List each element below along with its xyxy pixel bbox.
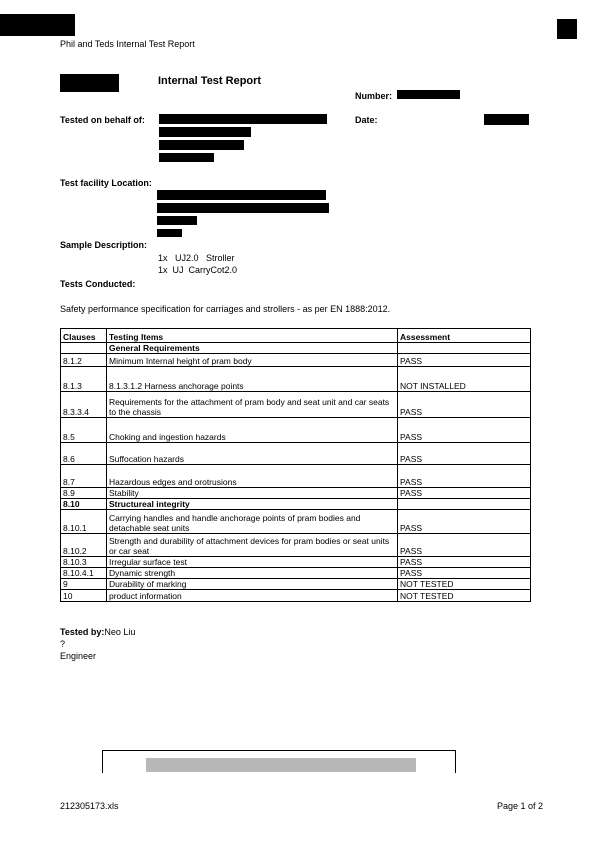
table-row xyxy=(61,418,531,443)
column-header: Assessment xyxy=(398,329,531,343)
assessment-cell: PASS xyxy=(398,465,531,488)
clause-cell: 9 xyxy=(61,579,107,590)
redaction-block xyxy=(159,153,214,162)
clause-cell: 8.7 xyxy=(61,465,107,488)
tested-on-behalf-label: Tested on behalf of: xyxy=(60,115,145,125)
clause-cell: 8.10 xyxy=(61,499,107,510)
item-cell: Suffocation hazards xyxy=(107,443,398,465)
item-cell: 8.1.3.1.2 Harness anchorage points xyxy=(107,367,398,392)
clause-cell: 8.10.3 xyxy=(61,557,107,568)
item-cell: Structureal integrity xyxy=(107,499,398,510)
item-cell: Choking and ingestion hazards xyxy=(107,418,398,443)
table-row xyxy=(61,354,531,367)
sample-label: Sample Description: xyxy=(60,240,148,250)
redaction-block xyxy=(397,90,460,99)
redaction-block xyxy=(557,19,577,39)
signature-image xyxy=(146,758,416,772)
item-cell: Stability xyxy=(107,488,398,499)
facility-label: Test facility Location: xyxy=(60,178,152,188)
item-cell: product information xyxy=(107,590,398,602)
item-cell: Carrying handles and handle anchorage points of pram bodies and detachable seat units xyxy=(107,510,398,534)
table-row xyxy=(61,568,531,579)
standard-text: Safety performance specification for carriages and strollers - as per EN 1888:2012. xyxy=(60,304,391,314)
item-cell: Dynamic strength xyxy=(107,568,398,579)
assessment-cell: PASS xyxy=(398,510,531,534)
item-cell: Requirements for the attachment of pram body and seat unit and car seats to the chassis xyxy=(107,392,398,418)
assessment-cell: PASS xyxy=(398,354,531,367)
table-row xyxy=(61,343,531,354)
sample-item: 1x UJ CarryCot2.0 xyxy=(158,265,238,275)
table-row xyxy=(61,579,531,590)
table-row xyxy=(61,465,531,488)
redaction-block xyxy=(157,216,197,225)
redaction-block xyxy=(159,127,251,137)
item-cell: Hazardous edges and orotrusions xyxy=(107,465,398,488)
item-cell: Irregular surface test xyxy=(107,557,398,568)
table-header-row xyxy=(61,329,531,343)
assessment-cell: NOT TESTED xyxy=(398,590,531,602)
assessment-cell xyxy=(398,343,531,354)
footer-filename: 212305173.xls xyxy=(60,801,119,811)
footer-page: Page 1 of 2 xyxy=(497,801,544,811)
clause-cell: 8.9 xyxy=(61,488,107,499)
clause-cell: 8.10.2 xyxy=(61,534,107,557)
redaction-block xyxy=(484,114,529,125)
assessment-cell xyxy=(398,499,531,510)
number-label: Number: xyxy=(355,91,393,101)
table-row xyxy=(61,499,531,510)
assessment-cell: PASS xyxy=(398,443,531,465)
sample-item: 1x UJ2.0 Stroller xyxy=(158,253,235,263)
clause-cell: 8.5 xyxy=(61,418,107,443)
assessment-cell: PASS xyxy=(398,418,531,443)
table-row xyxy=(61,590,531,602)
table-row xyxy=(61,367,531,392)
assessment-cell: NOT TESTED xyxy=(398,579,531,590)
clause-cell: 8.10.4.1 xyxy=(61,568,107,579)
tested-by-label: Tested by: xyxy=(60,627,105,637)
assessment-cell: PASS xyxy=(398,534,531,557)
item-cell: Durability of marking xyxy=(107,579,398,590)
role-label: Engineer xyxy=(60,651,97,661)
redaction-block xyxy=(60,74,119,92)
date-label: Date: xyxy=(355,115,378,125)
clause-cell: 8.1.2 xyxy=(61,354,107,367)
tester-name: Neo Liu xyxy=(104,627,136,637)
tests-table xyxy=(60,328,531,602)
item-cell: Strength and durability of attachment devices for pram bodies or seat units or car seat xyxy=(107,534,398,557)
assessment-cell: PASS xyxy=(398,488,531,499)
clause-cell: 8.10.1 xyxy=(61,510,107,534)
clause-cell: 8.1.3 xyxy=(61,367,107,392)
redaction-block xyxy=(157,190,326,200)
assessment-cell: PASS xyxy=(398,568,531,579)
question-mark: ? xyxy=(60,639,66,649)
redaction-block xyxy=(157,203,329,213)
table-row xyxy=(61,557,531,568)
report-title: Internal Test Report xyxy=(158,75,262,87)
redaction-block xyxy=(0,14,75,36)
table-row xyxy=(61,443,531,465)
assessment-cell: NOT INSTALLED xyxy=(398,367,531,392)
column-header: Testing Items xyxy=(107,329,398,343)
table-row xyxy=(61,534,531,557)
clause-cell: 8.6 xyxy=(61,443,107,465)
table-row xyxy=(61,488,531,499)
clause-cell: 10 xyxy=(61,590,107,602)
redaction-block xyxy=(157,229,182,237)
item-cell: Minimum Internal height of pram body xyxy=(107,354,398,367)
tested-by xyxy=(60,627,135,637)
table-row xyxy=(61,392,531,418)
tests-conducted-label: Tests Conducted: xyxy=(60,279,136,289)
clause-cell xyxy=(61,343,107,354)
redaction-block xyxy=(159,140,244,150)
redaction-block xyxy=(159,114,327,124)
assessment-cell: PASS xyxy=(398,557,531,568)
column-header: Clauses xyxy=(61,329,107,343)
table-row xyxy=(61,510,531,534)
assessment-cell: PASS xyxy=(398,392,531,418)
running-title: Phil and Teds Internal Test Report xyxy=(60,39,195,49)
clause-cell: 8.3.3.4 xyxy=(61,392,107,418)
item-cell: General Requirements xyxy=(107,343,398,354)
